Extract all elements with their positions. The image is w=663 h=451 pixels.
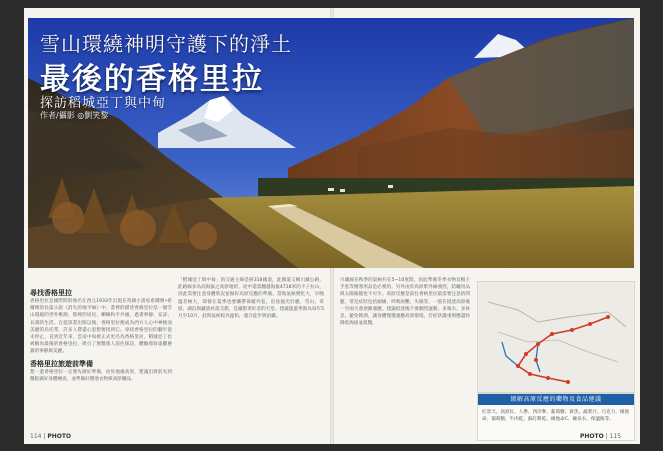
section2-heading: 香格里拉旅遊前準備 <box>30 359 93 368</box>
route-map-graphic <box>478 282 634 392</box>
left-magazine-name: PHOTO <box>47 433 72 440</box>
left-page-number: 114 <box>30 433 42 440</box>
footer-left: 114 | PHOTO <box>30 433 72 440</box>
tips-body: 紅景天、高原紅、人參、西洋參、葡萄糖、黃芪、蔬菜汁、巧克力、維他命、葡萄糖、牛肉乾、蘇打餅乾、維他命C、礦泉水、保溫瓶等。 <box>482 410 630 422</box>
tips-title: 緩解高原反應的藥物及食品建議 <box>478 394 634 405</box>
col2-body: 「稻城亞丁與中甸」的交通主線是經318國道，此國道又稱川藏公路，此路線多為高海拔之高原地形，途中還需翻越海拔4718米的卡子拉山，因此需要注意身體狀況並做好高原反應的準備。當地氣候變化大，早晚溫差極大，即使在夏季也要攜帶保暖外套。沿途風光壯麗，雪山、草原、湖泊與藏族村落交錯，是攝影愛好者的天堂。建議旅遊季節為每年5月至10月，此時氣候較為溫和，適合徒步與拍攝。 <box>178 278 324 320</box>
col3-body: 川藏線在秋季的氣候約在5~10度間，因此準備冬季衣物及帽子手套等禦寒用品是必要的。另外由於高原紫外線強烈，防曬用品與太陽眼鏡也不可少。高原反應是前往香格里拉最需要注意的問題，常見症狀包括頭痛、呼吸困難、失眠等，一般在抵達高原後一至兩天會逐漸適應。建議抵達後不要劇烈運動，多喝水、多休息，避免飲酒，讓身體慢慢適應高原環境。若症狀嚴重則應盡快降低海拔並就醫。 <box>340 278 470 327</box>
section2-body: 想一遊香格里拉一定要先做好準備，由於地處高原，建議出發前先到醫院做好身體檢查，並準備好禦寒衣物與高原藥品。 <box>30 369 172 382</box>
title-line-1: 雪山環繞神明守護下的淨土 <box>40 32 292 56</box>
section1-heading: 尋找香格里拉 <box>30 289 72 297</box>
byline: 作者/攝影 ◎劉笑黎 <box>40 111 109 120</box>
right-page-number: 115 <box>609 433 622 440</box>
title-line-2: 最後的香格里拉 <box>40 62 264 97</box>
route-map <box>477 281 635 393</box>
left-column-1 <box>30 289 172 437</box>
footer-right: PHOTO | 115 <box>580 433 622 440</box>
left-column-2 <box>178 277 324 437</box>
section1-body: 香格里拉是國際間的地名在西元1933年出現在英國小說家希爾頓•希爾頓的長篇小說《消失的地平線》中，書裡的描述香格里拉是一個雪山環繞的世外桃源，那裡的居民、喇嘛和平共處，過著寧靜、安詳、長壽的生活。自從該書出版以後，香格里拉便成為西方人心中神秘而美麗的烏托邦，許多人費盡心思想要找到它。尋找香格里拉的腳步從未停止，直到近年來，雲南中甸被正式更名為香格里拉，稻城亞丁也被稱為最後的香格里拉，吸引了無數旅人前往探訪，體驗那份遠離塵囂的寧靜與美麗。 <box>30 299 172 355</box>
right-column-1 <box>340 277 470 417</box>
subtitle: 探訪稻城亞丁與中甸 <box>40 96 167 111</box>
right-magazine-name: PHOTO <box>580 433 604 440</box>
